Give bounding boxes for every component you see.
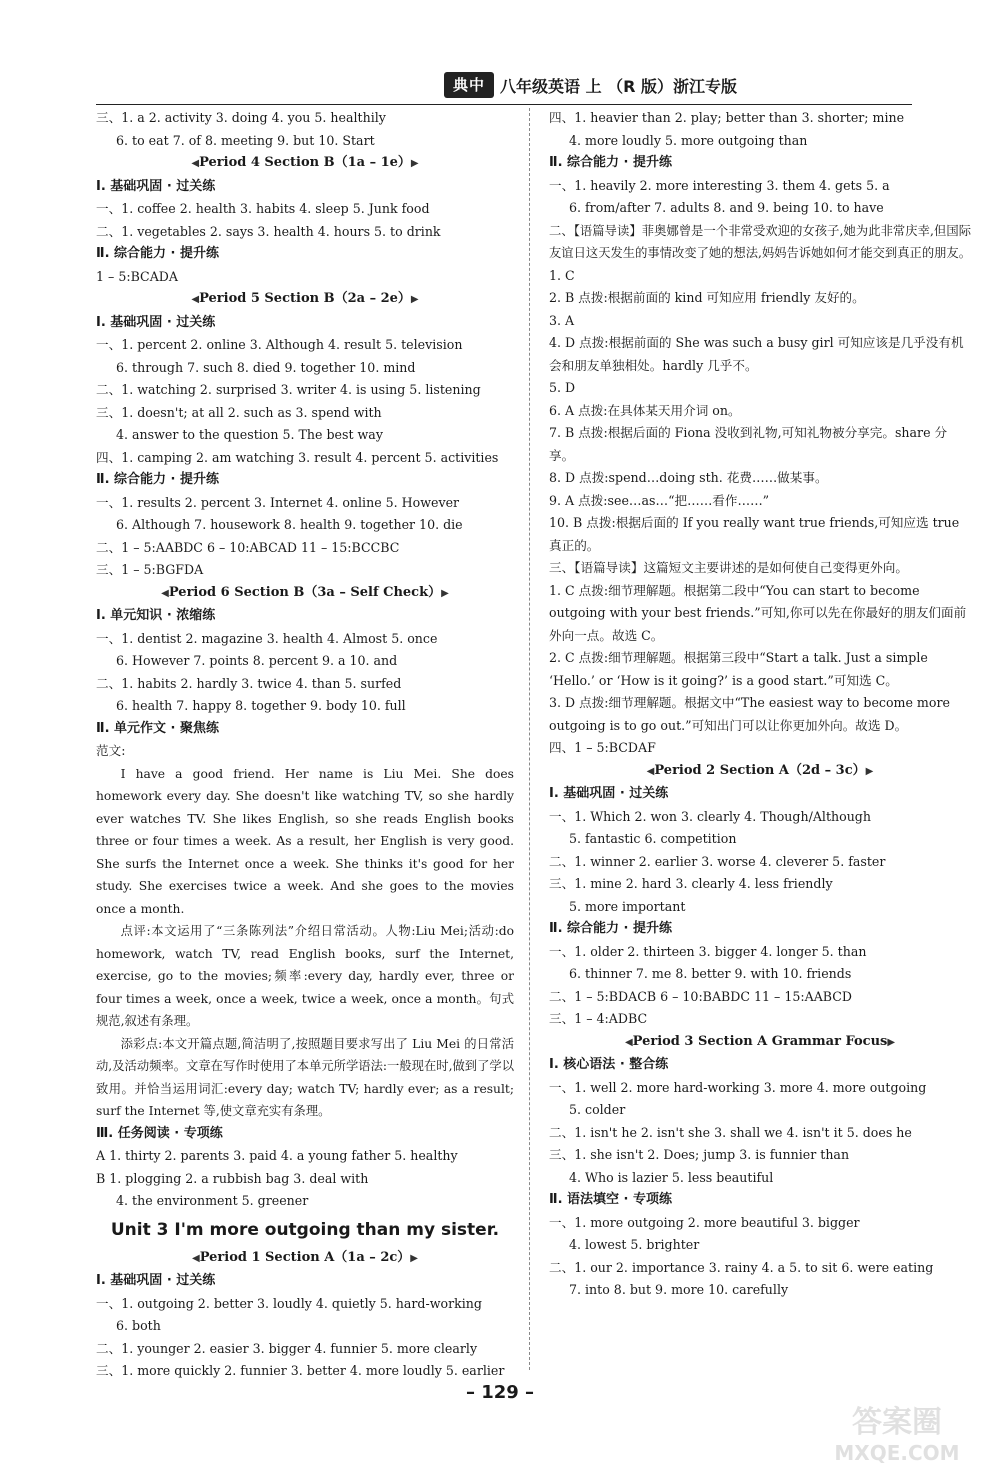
answer-line: 三、1. mine 2. hard 3. clearly 4. less friendly [549, 876, 833, 891]
answer-line: 四、1 – 5:BCDAF [549, 740, 656, 755]
answer-line: 1 – 5:BCADA [96, 268, 178, 284]
section-heading: Ⅲ. 任务阅读 · 专项练 [96, 1125, 223, 1141]
answer-line: 5. more important [569, 898, 686, 914]
period-heading [549, 760, 971, 784]
section-heading: Ⅰ. 基础巩固 · 过关练 [96, 178, 216, 194]
book-title: 八年级英语 上 （R 版）浙江专版 [500, 77, 738, 96]
answer-line: 一、1. Which 2. won 3. clearly 4. Though/Although [549, 808, 871, 824]
answer-line: 二、1. isn't he 2. isn't she 3. shall we 4. isn't it 5. does he [549, 1124, 912, 1140]
answer-line: 一、1. well 2. more hard-working 3. more 4. more outgoing [549, 1079, 927, 1095]
answer-line: 一、1. results 2. percent 3. Internet 4. online 5. However [96, 494, 460, 510]
left-arrow-icon: ◀ [192, 1252, 200, 1264]
answer-line: 三、1. a 2. activity 3. doing 4. you 5. healthily [96, 110, 386, 125]
answer-line: 一、1. percent 2. online 3. Although 4. result 5. television [96, 337, 463, 352]
paragraph: 点评:本文运用了“三条陈列法”介绍日常活动。人物:Liu Mei;活动:do homework, watch TV, read English books, surf the Internet, exercise, go to the movies;频率:every day, hardly ever, three or four times a week, once a week, twice a week, once a month。句式规范,叙述有条理。 [96, 924, 514, 1028]
watermark-logo [810, 1398, 985, 1468]
section-heading: Ⅰ. 核心语法 · 整合练 [549, 1057, 669, 1072]
right-arrow-icon: ▶ [410, 1252, 418, 1264]
section-heading: Ⅰ. 基础巩固 · 过关练 [549, 786, 669, 801]
period-label: Period 3 Section A Grammar Focus [632, 1033, 888, 1049]
right-arrow-icon: ▶ [441, 587, 449, 599]
page-header [96, 68, 912, 105]
section-heading: Ⅱ. 综合能力 · 提升练 [549, 921, 673, 936]
section-heading: Ⅰ. 单元知识 · 浓缩练 [96, 608, 216, 623]
answer-line: 二、1 – 5:BDACB 6 – 10:BABDC 11 – 15:AABCD [549, 988, 853, 1004]
answer-line: 一、1. more outgoing 2. more beautiful 3. bigger [549, 1214, 860, 1230]
answer-line: 2. C 点拨:细节理解题。根据第三段中“Start a talk. Just a simple ‘Hello.’ or ‘How is it going?’ is a good start.”可知选 C。 [549, 650, 928, 688]
answer-line: 四、1. heavier than 2. play; better than 3. shorter; mine [549, 110, 905, 125]
right-column [549, 107, 971, 1302]
left-arrow-icon: ◀ [191, 294, 200, 305]
answer-line: 4. D 点拨:根据前面的 She was such a busy girl 可知应该是几乎没有机会和朋友单独相处。hardly 几乎不。 [549, 335, 964, 373]
answer-line: 二、1. vegetables 2. says 3. health 4. hours 5. to drink [96, 223, 441, 239]
paragraph: 二、【语篇导读】菲奥娜曾是一个非常受欢迎的女孩子,她为此非常庆幸,但国际友谊日这天发生的事情改变了她的想法,妈妈告诉她如何才能交到真正的朋友。 [549, 223, 972, 260]
watermark-bottom: MXQE.COM [834, 1441, 960, 1465]
answer-line: 4. more loudly 5. more outgoing than [569, 132, 808, 148]
answer-line: 1. C [549, 267, 575, 283]
page-number: – 129 – [465, 1382, 535, 1403]
answer-line: 5. fantastic 6. competition [569, 831, 737, 846]
answer-line: 5. D [549, 380, 576, 395]
period-label: Period 5 Section B（2a – 2e） [199, 291, 411, 306]
answer-line: 一、1. outgoing 2. better 3. loudly 4. quietly 5. hard-working [96, 1295, 482, 1311]
answer-line: 三、1. she isn't 2. Does; jump 3. is funnier than [549, 1147, 850, 1162]
right-arrow-icon: ▶ [410, 158, 419, 169]
answer-line: 4. Who is lazier 5. less beautiful [569, 1169, 774, 1185]
section-heading: Ⅰ. 基础巩固 · 过关练 [96, 1273, 216, 1288]
answer-line: 9. A 点拨:see…as…“把……看作……” [549, 492, 770, 508]
brand-logo: 典中 [444, 72, 494, 98]
left-column [96, 107, 514, 1383]
answer-line: 3. D 点拨:细节理解题。根据文中“The easiest way to become more outgoing is to go out.”可知出门可以让你更加外向。故选 D。 [549, 695, 950, 733]
answer-line: 3. A [549, 312, 575, 328]
watermark-top: 答案圈 [852, 1405, 942, 1440]
answer-line: 三、1. doesn't; at all 2. such as 3. spend with [96, 404, 382, 420]
period-label: Period 1 Section A（1a – 2c） [199, 1249, 411, 1265]
answer-line: 二、1. younger 2. easier 3. bigger 4. funnier 5. more clearly [96, 1340, 478, 1356]
answer-line: B 1. plogging 2. a rubbish bag 3. deal with [96, 1170, 369, 1186]
paragraph: 添彩点:本文开篇点题,简洁明了,按照题目要求写出了 Liu Mei 的日常活动,及活动频率。文章在写作时使用了本单元所学语法:一般现在时,做到了学以致用。并恰当运用词汇:every day; watch TV; hardly ever; as a result; surf the Internet 等,使文章充实有条理。 [96, 1036, 514, 1118]
answer-line: 一、1. dentist 2. magazine 3. health 4. Almost 5. once [96, 630, 438, 646]
answer-line: 6. health 7. happy 8. together 9. body 10. full [116, 698, 406, 713]
answer-line: 三、【语篇导读】这篇短文主要讲述的是如何使自己变得更外向。 [549, 560, 908, 575]
answer-line: 5. colder [569, 1102, 626, 1117]
left-arrow-icon: ◀ [624, 1036, 633, 1048]
answer-line: A 1. thirty 2. parents 3. paid 4. a young father 5. healthy [96, 1148, 458, 1163]
paragraph: I have a good friend. Her name is Liu Mei. She does homework every day. She doesn't like watching TV, so she hardly ever watches TV. She likes English, so she reads English books three or four times a week. As a result, her English is very good. She surfs the Internet once a week. She thinks it's good for her study. She exercises twice a week. And she goes to the movies once a month. [96, 766, 514, 916]
answer-line: 二、1. our 2. importance 3. rainy 4. a 5. to sit 6. were eating [549, 1259, 934, 1275]
period-heading [96, 288, 514, 312]
answer-line: 范文: [96, 743, 126, 758]
unit-title: Unit 3 I'm more outgoing than my sister. [110, 1219, 500, 1240]
period-label: Period 2 Section A（2d – 3c） [654, 762, 866, 778]
answer-line: 4. answer to the question 5. The best way [116, 427, 383, 442]
answer-line: 7. B 点拨:根据后面的 Fiona 没收到礼物,可知礼物被分享完。share 分享。 [549, 425, 948, 463]
right-arrow-icon: ▶ [410, 294, 419, 305]
answer-line: 10. B 点拨:根据后面的 If you really want true friends,可知应选 true 真正的。 [549, 515, 960, 553]
answer-line: 四、1. camping 2. am watching 3. result 4. percent 5. activities [96, 449, 499, 465]
left-arrow-icon: ◀ [191, 158, 200, 169]
answer-line: 6. However 7. points 8. percent 9. a 10. and [116, 653, 398, 668]
answer-line: 二、1. winner 2. earlier 3. worse 4. cleverer 5. faster [549, 853, 886, 869]
period-label: Period 6 Section B（3a – Self Check） [168, 584, 442, 600]
answer-line: 6. Although 7. housework 8. health 9. together 10. die [116, 517, 463, 532]
answer-line: 二、1. watching 2. surprised 3. writer 4. is using 5. listening [96, 382, 481, 397]
answer-line: 6. A 点拨:在具体某天用介词 on。 [549, 402, 741, 418]
answer-line: 7. into 8. but 9. more 10. carefully [569, 1282, 789, 1297]
answer-line: 一、1. heavily 2. more interesting 3. them 4. gets 5. a [549, 177, 890, 193]
answer-line: 6. thinner 7. me 8. better 9. with 10. friends [569, 966, 852, 981]
answer-line: 三、1 – 4:ADBC [549, 1011, 648, 1026]
answer-line: 6. both [116, 1318, 161, 1333]
answer-line: 6. to eat 7. of 8. meeting 9. but 10. Start [116, 132, 375, 148]
answer-line: 4. the environment 5. greener [116, 1193, 309, 1208]
section-heading: Ⅱ. 综合能力 · 提升练 [96, 472, 220, 487]
answer-line: 4. lowest 5. brighter [569, 1237, 700, 1252]
answer-line: 一、1. older 2. thirteen 3. bigger 4. longer 5. than [549, 943, 867, 959]
period-heading [96, 152, 514, 176]
period-heading [96, 582, 514, 606]
section-heading: Ⅰ. 基础巩固 · 过关练 [96, 314, 216, 330]
section-heading: Ⅱ. 语法填空 · 专项练 [549, 1192, 673, 1207]
answer-line: 6. from/after 7. adults 8. and 9. being 10. to have [569, 200, 884, 215]
answer-line: 2. B 点拨:根据前面的 kind 可知应用 friendly 友好的。 [549, 290, 865, 305]
period-heading [96, 1247, 514, 1271]
answer-line: 三、1 – 5:BGFDA [96, 562, 204, 577]
answer-line: 8. D 点拨:spend…doing sth. 花费……做某事。 [549, 470, 828, 485]
column-divider [529, 108, 530, 1370]
answer-line: 二、1. habits 2. hardly 3. twice 4. than 5. surfed [96, 675, 402, 691]
right-arrow-icon: ▶ [865, 765, 874, 777]
section-heading: Ⅱ. 单元作文 · 聚焦练 [96, 720, 220, 736]
section-heading: Ⅱ. 综合能力 · 提升练 [549, 155, 673, 170]
answer-line: 一、1. coffee 2. health 3. habits 4. sleep 5. Junk food [96, 201, 430, 216]
period-heading [549, 1031, 971, 1055]
right-arrow-icon: ▶ [887, 1036, 896, 1048]
left-arrow-icon: ◀ [161, 587, 169, 599]
period-label: Period 4 Section B（1a – 1e） [199, 155, 411, 170]
left-arrow-icon: ◀ [646, 765, 655, 777]
answer-line: 6. through 7. such 8. died 9. together 10. mind [116, 359, 416, 375]
answer-line: 三、1. more quickly 2. funnier 3. better 4. more loudly 5. earlier [96, 1363, 505, 1378]
answer-line: 1. C 点拨:细节理解题。根据第二段中“You can start to become outgoing with your best friends.”可知,你可以先在你最好的朋友们面前外向一点。故选 C。 [549, 582, 967, 643]
section-heading: Ⅱ. 综合能力 · 提升练 [96, 246, 220, 261]
answer-line: 二、1 – 5:AABDC 6 – 10:ABCAD 11 – 15:BCCBC [96, 539, 400, 555]
